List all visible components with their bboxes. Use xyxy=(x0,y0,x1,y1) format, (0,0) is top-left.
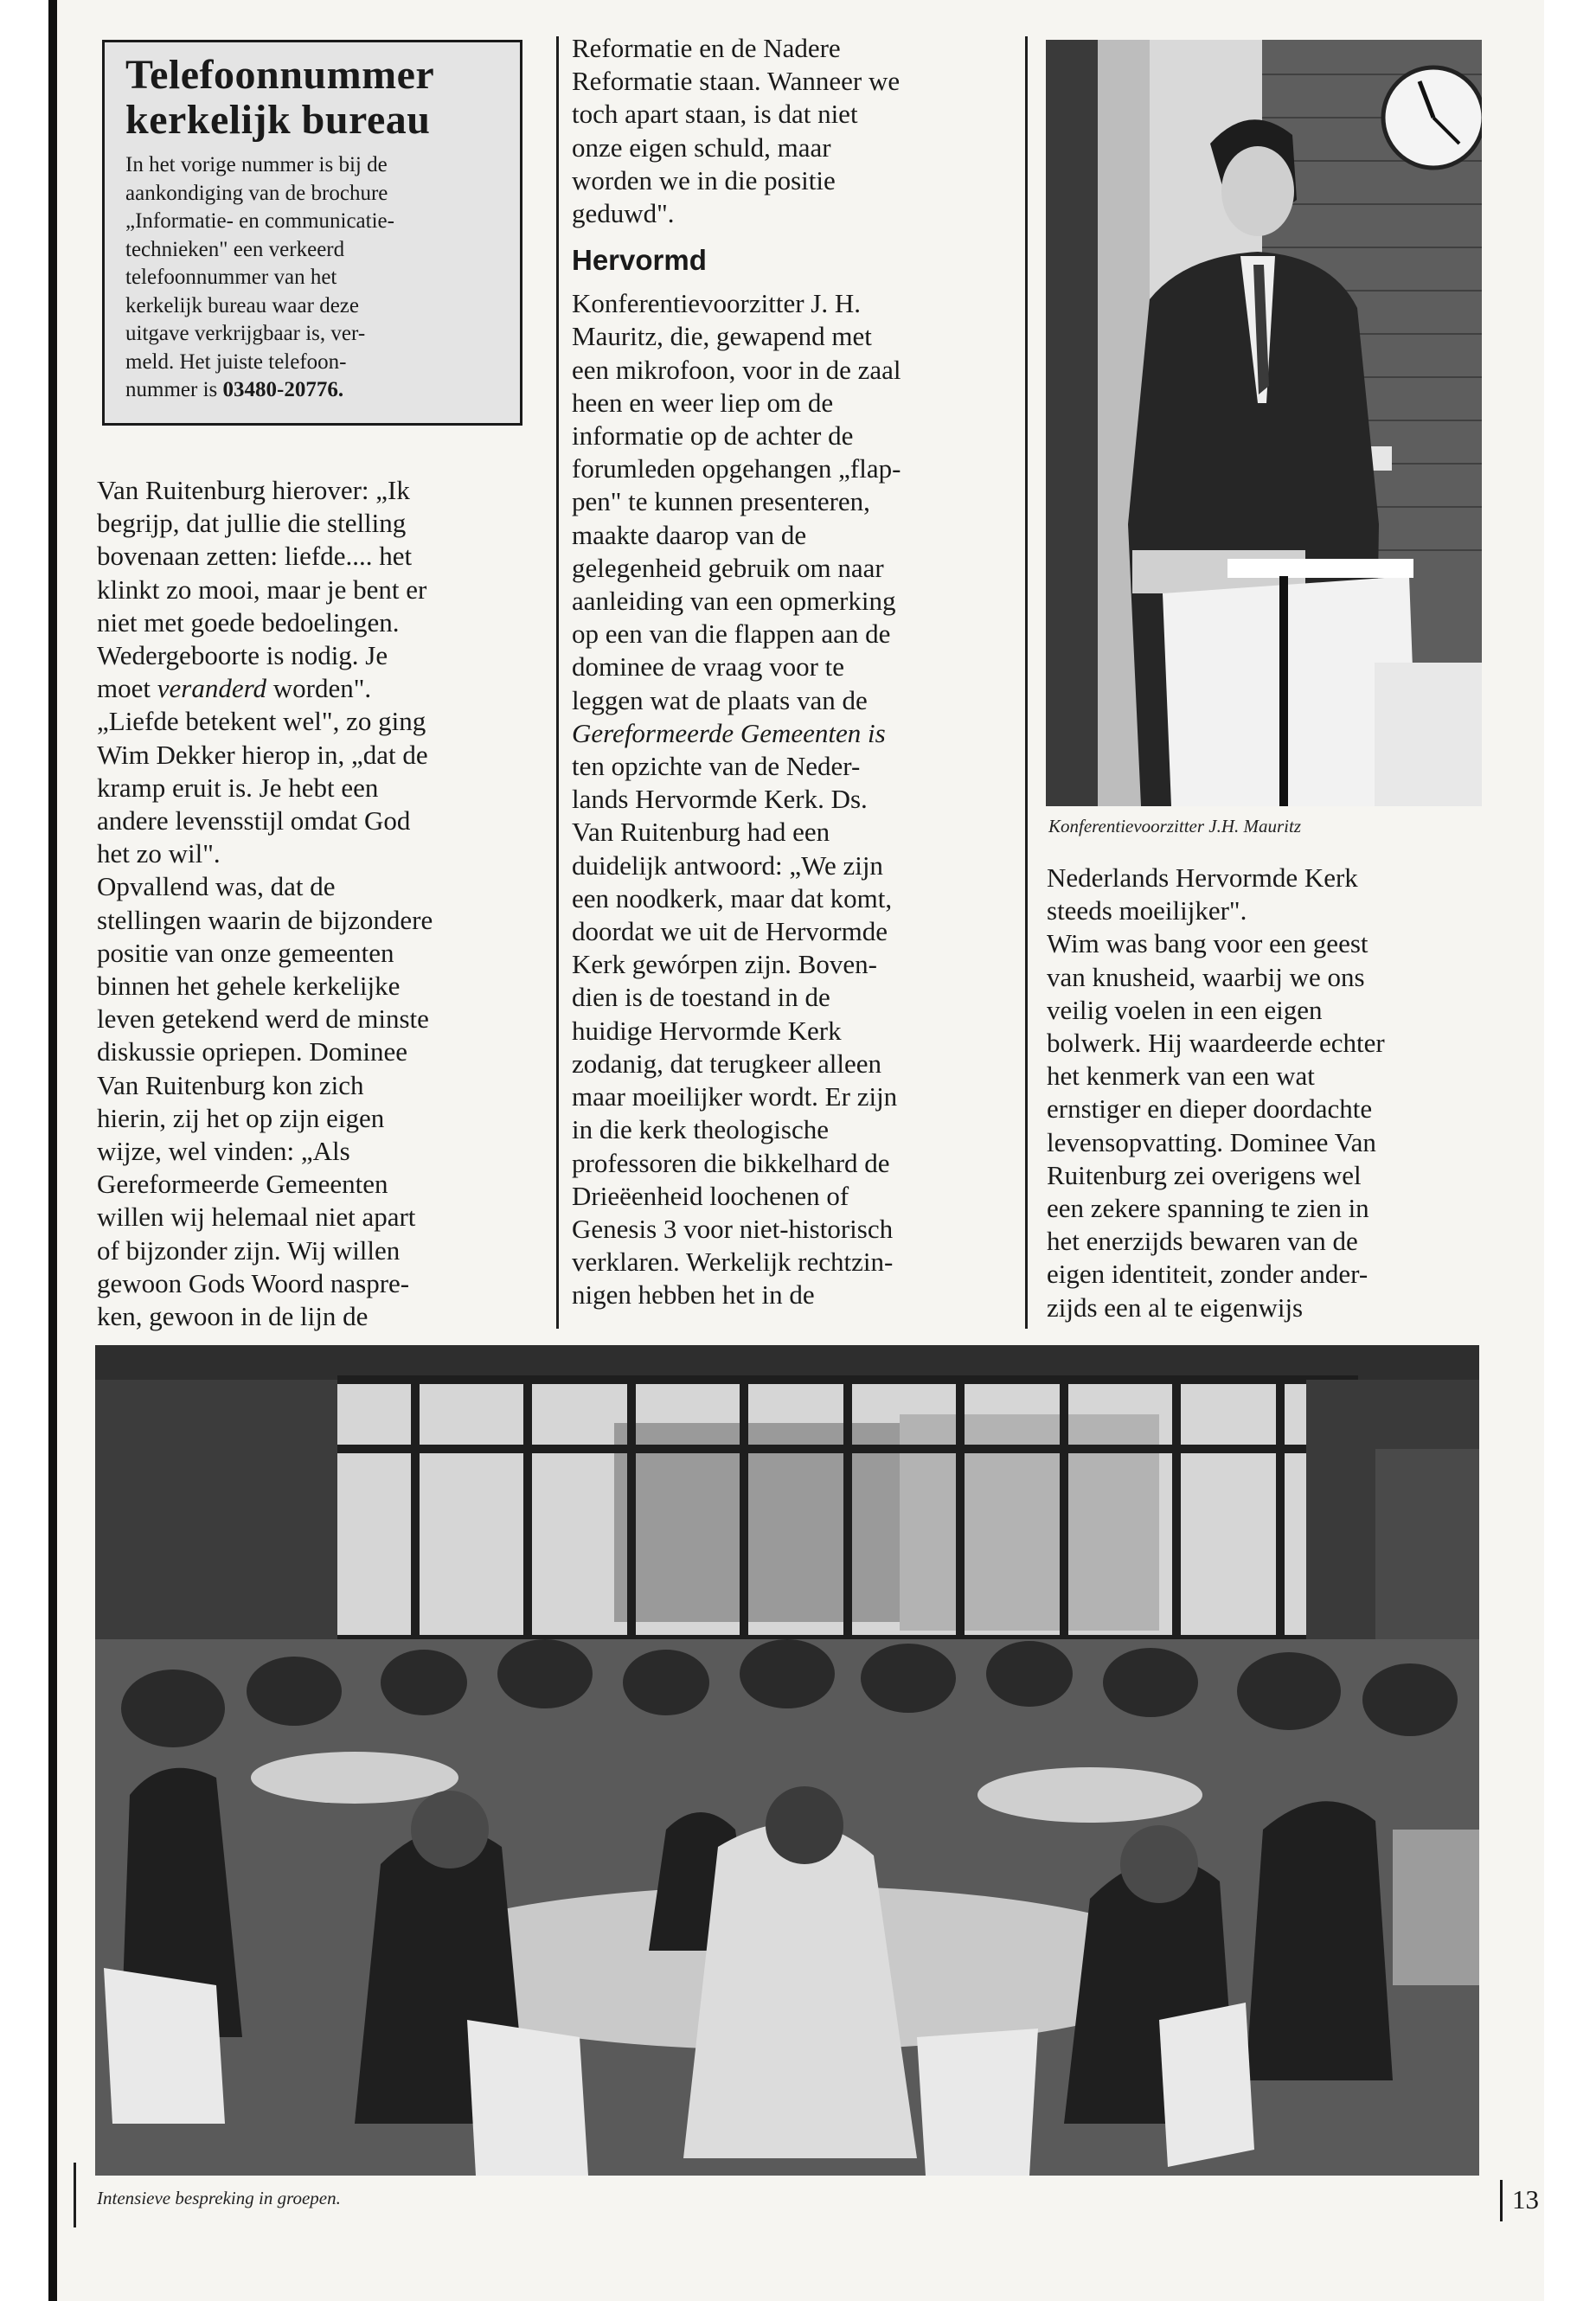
chairman-photo xyxy=(1046,40,1482,806)
scan-margin-left xyxy=(0,0,52,2301)
page-number: 13 xyxy=(1512,2184,1539,2214)
phone-correction-box xyxy=(102,40,522,426)
chairman-photo-caption: Konferentievoorzitter J.H. Mauritz xyxy=(1048,816,1302,836)
box-body: In het vorige nummer is bij de aankondiging van de brochure „Informatie- en communicatie- technieken" een verkeerd telefoonnummer van het kerkelijk bureau waar deze uitgave verkrijgbaar is, ver- meld. Het juiste telefoon- nummer is 03480-20776. xyxy=(125,153,394,401)
phone-number: 03480-20776. xyxy=(222,378,344,401)
paragraph: Nederlands Hervormde Kerk steeds moeilijker". Wim was bang voor een geest van knusheid, waarbij we ons veilig voelen in een eigen bolwerk. Hij waardeerde echter het kenmerk van een wat ernstiger en dieper doordachte levensopvatting. Dominee Van Ruitenburg zei overigens wel een zekere spanning te zien in het enerzijds bewaren van de eigen identiteit, zonder ander- zijds een al te eigenwijs xyxy=(1047,862,1385,1323)
paragraph: Van Ruitenburg hierover: „Ik begrijp, dat jullie die stelling bovenaan zetten: liefde.... het klinkt zo mooi, maar je bent er niet met goede bedoelingen. Wedergeboorte is nodig. Je moet veranderd worden". „Liefde betekent wel", zo ging Wim Dekker hierop in, „dat de kramp eruit is. Je hebt een andere levensstijl omdat God het zo wil". xyxy=(97,475,428,869)
scan-edge-shadow xyxy=(48,0,57,2301)
column-rule-2 xyxy=(1025,36,1028,1329)
column-1-text xyxy=(97,474,547,1333)
paragraph: Opvallend was, dat de stellingen waarin de bijzondere positie van onze gemeenten binnen het gehele kerkelijke leven getekend werd de minste diskussie opriepen. Dominee Van Ruitenburg kon zich hierin, zij het op zijn eigen wijze, wel vinden: „Als Gereformeerde Gemeenten willen wij helemaal niet apart of bijzonder zijn. Wij willen gewoon Gods Woord naspre- ken, gewoon in de lijn de xyxy=(97,871,433,1332)
folio-rule xyxy=(1500,2180,1503,2221)
box-title: Telefoonnummer kerkelijk bureau xyxy=(125,52,435,143)
scan-margin-right xyxy=(1544,0,1596,2301)
column-2-text xyxy=(572,32,1022,1312)
margin-rule xyxy=(74,2163,76,2227)
group-discussion-photo xyxy=(95,1345,1479,2176)
paragraph: Konferentievoorzitter J. H. Mauritz, die, gewapend met een mikrofoon, voor in de zaal heen en weer liep om de informatie op de achter de forumleden opgehangen „flap- pen" te kunnen presenteren, maakte daarop van de gelegenheid gebruik om naar aanleiding van een opmerking op een van die flappen aan de dominee de vraag voor te leggen wat de plaats van de Gereformeerde Gemeenten is ten opzichte van de Neder- lands Hervormde Kerk. Ds. Van Ruitenburg had een duidelijk antwoord: „We zijn een noodkerk, maar dat komt, doordat we uit de Hervormde Kerk gewórpen zijn. Boven- dien is de toestand in de huidige Hervormde Kerk zodanig, dat terugkeer alleen maar moeilijker wordt. Er zijn in die kerk theologische professoren die bikkelhard de Drieëenheid loochenen of Genesis 3 voor niet-historisch verklaren. Werkelijk rechtzin- nigen hebben het in de xyxy=(572,288,901,1311)
section-heading: Hervormd xyxy=(572,244,707,277)
column-3-text xyxy=(1047,862,1479,1324)
group-photo-caption: Intensieve bespreking in groepen. xyxy=(97,2188,341,2208)
column-rule-1 xyxy=(556,36,559,1329)
paragraph: Reformatie en de Nadere Reformatie staan. Wanneer we toch apart staan, is dat niet onze eigen schuld, maar worden we in die positie geduwd". xyxy=(572,33,901,229)
